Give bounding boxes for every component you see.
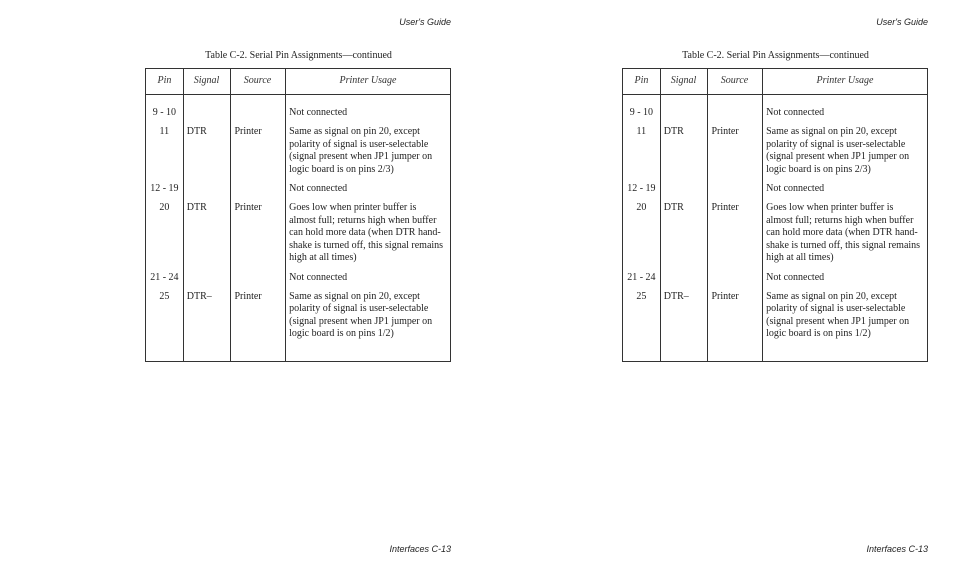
pin-cell: 25 — [159, 290, 170, 302]
table-row — [146, 202, 450, 265]
pin-cell: 9 - 10 — [152, 107, 177, 118]
usage-cell: Goes low when printer buffer is almost full; returns high when buffer can hold more data (when DTR hand- shake is turned off, this signal remains high at all times) — [289, 202, 444, 264]
table-row — [623, 107, 927, 120]
pin-cell: 21 - 24 — [150, 271, 179, 283]
signal-cell: DTR — [186, 202, 207, 214]
signal-cell: DTR — [663, 126, 684, 138]
pin-cell: 20 — [636, 202, 647, 214]
pin-cell: 12 - 19 — [150, 182, 179, 194]
pin-cell: 20 — [159, 202, 170, 214]
page-footer: Interfaces C-13 — [389, 544, 451, 554]
signal-cell — [183, 272, 231, 285]
header-divider — [146, 94, 450, 95]
pin-cell: 11 — [159, 126, 170, 138]
table-row — [146, 272, 450, 285]
source-cell: Printer — [234, 290, 262, 302]
usage-cell: Same as signal on pin 20, except polarity of signal is user-selectable (signal present when JP1 jumper on logic board is on pins 1/2) — [289, 290, 433, 340]
table-row — [623, 272, 927, 285]
pin-cell: 25 — [636, 290, 647, 302]
signal-cell — [660, 183, 708, 196]
signal-cell — [183, 183, 231, 196]
pin-assignment-table — [145, 68, 451, 362]
source-cell — [230, 272, 285, 285]
page-right — [477, 0, 954, 580]
col-header-printer-usage: Printer Usage — [816, 75, 874, 86]
signal-cell: DTR– — [663, 290, 689, 302]
signal-cell: DTR — [186, 126, 207, 138]
running-header: User's Guide — [876, 17, 928, 27]
usage-cell: Not connected — [289, 271, 348, 283]
usage-cell: Same as signal on pin 20, except polarity of signal is user-selectable (signal present when JP1 jumper on logic board is on pins 2/3) — [766, 126, 910, 175]
table-row — [623, 126, 927, 176]
source-cell — [707, 183, 762, 196]
signal-cell: DTR– — [186, 290, 212, 302]
source-cell: Printer — [711, 126, 739, 138]
table-row — [623, 202, 927, 265]
usage-cell: Not connected — [766, 182, 825, 194]
usage-cell: Not connected — [289, 107, 348, 118]
source-cell — [230, 183, 285, 196]
usage-cell: Not connected — [289, 182, 348, 194]
page-footer: Interfaces C-13 — [866, 544, 928, 554]
table-caption: Table C-2. Serial Pin Assignments—continued — [205, 50, 392, 61]
table-row — [146, 183, 450, 196]
source-cell: Printer — [711, 202, 739, 214]
usage-cell: Not connected — [766, 107, 825, 118]
col-header-printer-usage: Printer Usage — [339, 75, 397, 86]
signal-cell — [660, 107, 708, 120]
pin-cell: 12 - 19 — [627, 182, 656, 194]
source-cell: Printer — [711, 290, 739, 302]
table-body — [623, 107, 927, 341]
signal-cell: DTR — [663, 202, 684, 214]
running-header: User's Guide — [399, 17, 451, 27]
col-header-signal: Signal — [193, 75, 220, 86]
table-row — [146, 107, 450, 120]
col-header-signal: Signal — [670, 75, 697, 86]
source-cell — [707, 272, 762, 285]
usage-cell: Goes low when printer buffer is almost full; returns high when buffer can hold more data (when DTR hand- shake is turned off, this signal remains high at all times) — [766, 202, 921, 264]
col-header-pin: Pin — [634, 75, 649, 86]
source-cell — [230, 107, 285, 120]
usage-cell: Same as signal on pin 20, except polarity of signal is user-selectable (signal present when JP1 jumper on logic board is on pins 1/2) — [766, 290, 910, 340]
source-cell: Printer — [234, 126, 262, 138]
col-header-source: Source — [720, 75, 749, 86]
header-divider — [623, 94, 927, 95]
signal-cell — [660, 272, 708, 285]
table-caption: Table C-2. Serial Pin Assignments—continued — [682, 50, 869, 61]
table-row — [623, 291, 927, 341]
col-header-pin: Pin — [157, 75, 172, 86]
source-cell: Printer — [234, 202, 262, 214]
pin-cell: 9 - 10 — [629, 107, 654, 118]
table-row — [146, 126, 450, 176]
usage-cell: Not connected — [766, 271, 825, 283]
source-cell — [707, 107, 762, 120]
table-row — [623, 183, 927, 196]
usage-cell: Same as signal on pin 20, except polarity of signal is user-selectable (signal present when JP1 jumper on logic board is on pins 2/3) — [289, 126, 433, 175]
pin-assignment-table — [622, 68, 928, 362]
pin-cell: 11 — [636, 126, 647, 138]
signal-cell — [183, 107, 231, 120]
table-row — [146, 291, 450, 341]
pin-cell: 21 - 24 — [627, 271, 656, 283]
table-body — [146, 107, 450, 341]
col-header-source: Source — [243, 75, 272, 86]
